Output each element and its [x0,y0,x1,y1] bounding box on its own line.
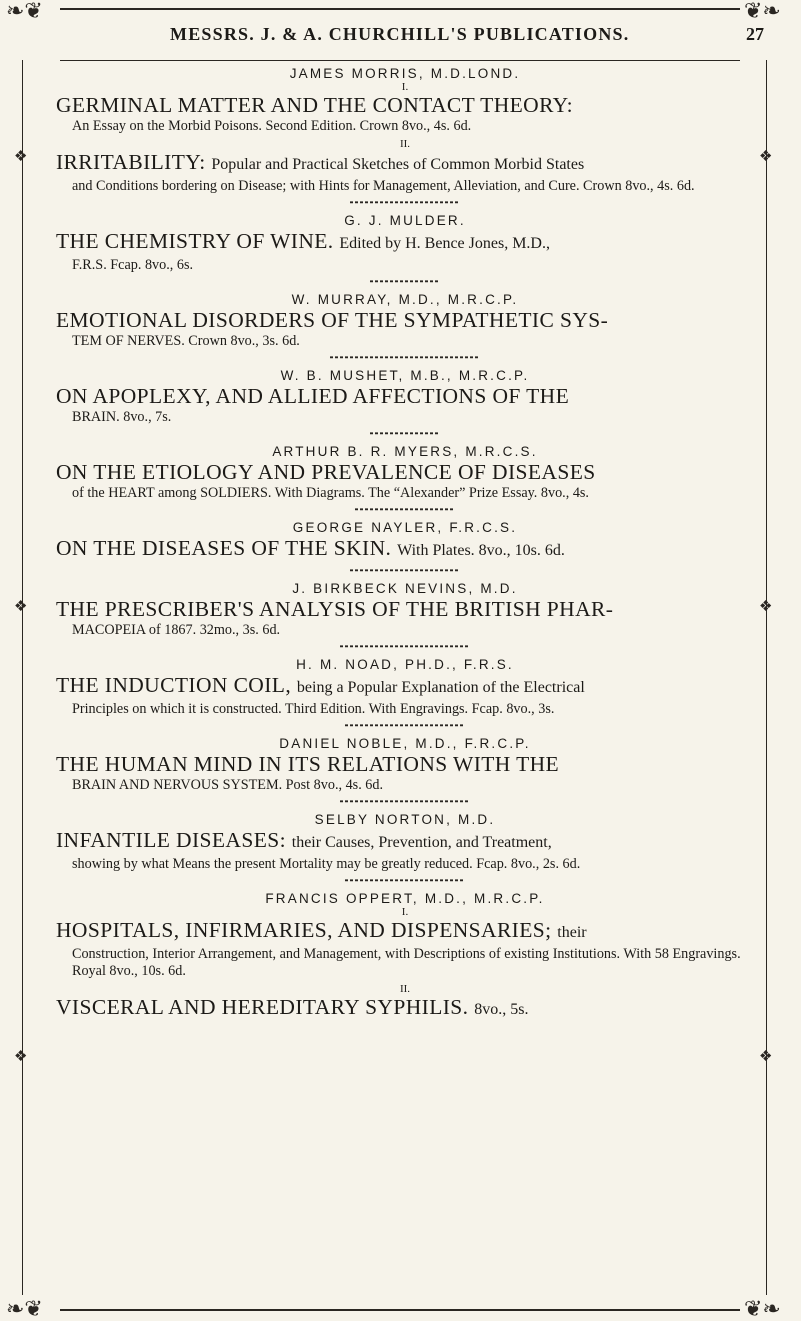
work-title-line [56,150,760,177]
work-description: F.R.S. Fcap. 8vo., 6s. [72,257,194,273]
catalogue-entries [50,66,760,1022]
catalogue-entry [50,722,760,794]
right-rule [766,60,767,1295]
work-numeral: II. [399,983,411,995]
author-name: DANIEL NOBLE, M.D., F.R.C.P. [279,736,531,751]
author-name: JAMES MORRIS, M.D.LOND. [289,66,521,81]
work-title-line [56,384,760,408]
catalogue-entry [50,199,760,274]
work-inline-note: their [557,924,587,941]
work-inline-note: Popular and Practical Sketches of Common Morbid States [211,156,585,173]
right-scroll-icon: ❖ [759,149,773,165]
left-scroll-icon: ❖ [14,149,28,165]
work-title: ON APOPLEXY, AND ALLIED AFFECTIONS OF THE [56,384,570,408]
work-title: ON THE DISEASES OF THE SKIN. [56,536,392,560]
author-name: ARTHUR B. R. MYERS, M.R.C.S. [272,444,538,459]
work-title: HOSPITALS, INFIRMARIES, AND DISPENSARIES; [56,918,552,942]
catalogue-entry [50,567,760,639]
author-name: FRANCIS OPPERT, M.D., M.R.C.P. [265,891,545,906]
catalogue-entry [50,354,760,426]
author-name: SELBY NORTON, M.D. [314,812,496,827]
catalogue-entry [50,877,760,1022]
author-name: J. BIRKBECK NEVINS, M.D. [292,581,518,596]
work-title-line [56,308,760,332]
top-rule [60,8,740,10]
work-inline-note: 8vo., 5s. [474,1001,529,1018]
work-description: MACOPEIA of 1867. 32mo., 3s. 6d. [72,622,281,638]
work-inline-note: Edited by H. Bence Jones, M.D., [339,235,550,252]
bottom-left-flourish-icon: ❧❦ [6,1296,43,1321]
work-title: THE HUMAN MIND IN ITS RELATIONS WITH THE [56,752,560,776]
page-number: 27 [746,24,764,44]
work-title: THE PRESCRIBER'S ANALYSIS OF THE BRITISH PHAR- [56,597,614,621]
work-description: BRAIN. 8vo., 7s. [72,409,172,425]
bottom-rule [60,1309,740,1311]
top-left-flourish-icon: ❧❦ [6,0,43,23]
left-scroll-icon: ❖ [14,599,28,615]
work-title: EMOTIONAL DISORDERS OF THE SYMPATHETIC SYS- [56,308,609,332]
work-title-line [56,673,760,700]
catalogue-entry [50,798,760,873]
work-description: Construction, Interior Arrangement, and Management, with Descriptions of existing Institutions. With 58 Engravings. Royal 8vo., 10s. 6d. [72,946,741,979]
work-title-line [56,752,760,776]
work-title-line [56,597,760,621]
work-description: TEM OF NERVES. Crown 8vo., 3s. 6d. [72,333,300,349]
author-name: W. MURRAY, M.D., M.R.C.P. [291,292,519,307]
catalogue-entry [50,278,760,350]
work-numeral: I. [401,81,409,93]
work-inline-note: With Plates. 8vo., 10s. 6d. [397,542,565,559]
work-numeral: II. [399,138,411,150]
bottom-right-flourish-icon: ❦❧ [744,1296,781,1321]
work-title: GERMINAL MATTER AND THE CONTACT THEORY: [56,93,573,117]
work-title: IRRITABILITY: [56,150,206,174]
header-rule [60,60,740,61]
work-title-line [56,460,760,484]
right-scroll-icon: ❖ [759,1049,773,1065]
work-title-line [56,536,760,563]
work-description: BRAIN AND NERVOUS SYSTEM. Post 8vo., 4s. 6d. [72,777,384,793]
catalogue-entry [50,430,760,502]
running-head: MESSRS. J. & A. CHURCHILL'S PUBLICATIONS. [170,24,630,44]
work-title: VISCERAL AND HEREDITARY SYPHILIS. [56,995,469,1019]
work-description: of the HEART among SOLDIERS. With Diagrams. The “Alexander” Prize Essay. 8vo., 4s. [72,485,589,501]
work-title: ON THE ETIOLOGY AND PREVALENCE OF DISEASES [56,460,596,484]
work-title-line [56,229,760,256]
left-rule [22,60,23,1295]
catalogue-entry [50,66,760,195]
catalogue-entry [50,506,760,563]
work-title-line [56,995,760,1022]
work-inline-note: their Causes, Prevention, and Treatment, [291,834,552,851]
work-description: An Essay on the Morbid Poisons. Second Edition. Crown 8vo., 4s. 6d. [72,118,472,134]
work-title-line [56,93,760,117]
work-description: and Conditions bordering on Disease; with Hints for Management, Alleviation, and Cure. Crown 8vo., 4s. 6d. [72,178,695,194]
author-name: GEORGE NAYLER, F.R.C.S. [292,520,518,535]
work-description: showing by what Means the present Mortality may be greatly reduced. Fcap. 8vo., 2s. 6d. [72,856,581,872]
work-description: Principles on which it is constructed. Third Edition. With Engravings. Fcap. 8vo., 3s. [72,701,555,717]
work-numeral: I. [401,906,409,918]
work-title: INFANTILE DISEASES: [56,828,286,852]
left-scroll-icon: ❖ [14,1049,28,1065]
top-right-flourish-icon: ❦❧ [744,0,781,23]
work-inline-note: being a Popular Explanation of the Electrical [296,679,585,696]
right-scroll-icon: ❖ [759,599,773,615]
work-title-line [56,828,760,855]
catalogue-entry [50,643,760,718]
work-title: THE INDUCTION COIL, [56,673,292,697]
author-name: H. M. NOAD, PH.D., F.R.S. [296,657,514,672]
author-name: G. J. MULDER. [344,213,466,228]
work-title-line [56,918,760,945]
author-name: W. B. MUSHET, M.B., M.R.C.P. [280,368,530,383]
work-title: THE CHEMISTRY OF WINE. [56,229,334,253]
